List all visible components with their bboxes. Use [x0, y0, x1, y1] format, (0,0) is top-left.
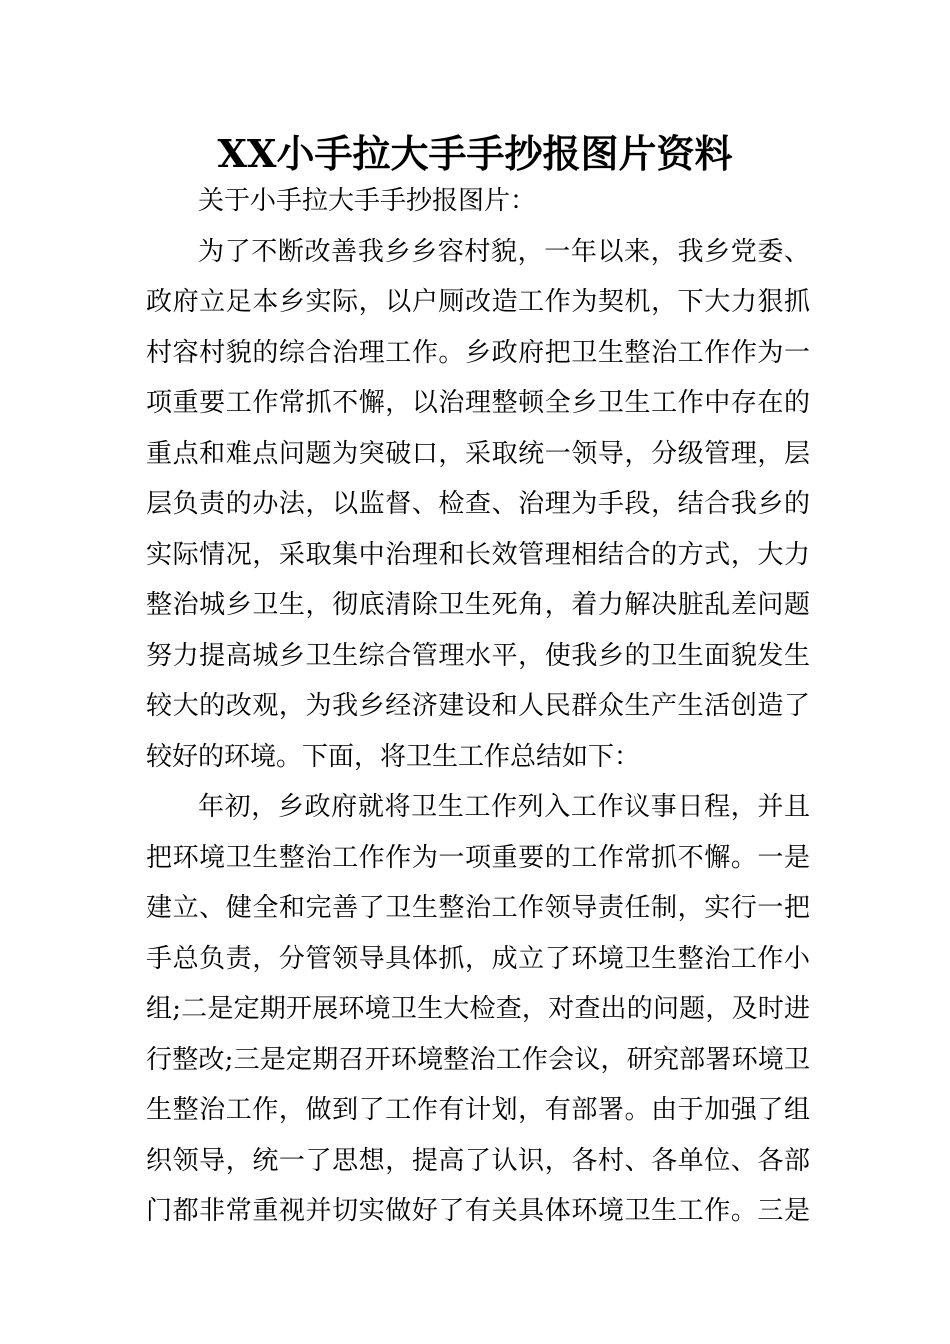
paragraph-line: 手总负责，分管领导具体抓，成立了环境卫生整治工作小: [146, 943, 810, 974]
paragraph-line: 组;二是定期开展环境卫生大检查，对查出的问题，及时进: [146, 994, 810, 1024]
paragraph-line: 村容村貌的综合治理工作。乡政府把卫生整治工作作为一: [146, 337, 810, 368]
paragraph-line: 年初，乡政府就将卫生工作列入工作议事日程，并且: [198, 792, 810, 822]
paragraph-line: 建立、健全和完善了卫生整治工作领导责任制，实行一把: [146, 893, 810, 923]
paragraph-line: 较大的改观，为我乡经济建设和人民群众生产生活创造了: [146, 691, 810, 721]
paragraph-line: 较好的环境。下面，将卫生工作总结如下：: [146, 741, 641, 772]
paragraph-line: 层负责的办法，以监督、检查、治理为手段，结合我乡的: [146, 489, 810, 519]
paragraph-line: 门都非常重视并切实做好了有关具体环境卫生工作。三是: [146, 1196, 810, 1226]
paragraph-line: 生整治工作，做到了工作有计划，有部署。由于加强了组: [146, 1095, 810, 1125]
paragraph-line: 行整改;三是定期召开环境整治工作会议，研究部署环境卫: [146, 1044, 810, 1075]
paragraph-line: 整治城乡卫生，彻底清除卫生死角，着力解决脏乱差问题: [146, 590, 810, 620]
intro-line: 关于小手拉大手手抄报图片：: [198, 186, 537, 216]
paragraph-line: 把环境卫生整治工作作为一项重要的工作常抓不懈。一是: [146, 842, 810, 873]
paragraph-line: 重点和难点问题为突破口，采取统一领导，分级管理，层: [146, 438, 810, 469]
document-body: [146, 176, 810, 1237]
paragraph-line: 为了不断改善我乡乡容村貌，一年以来，我乡党委、: [198, 236, 810, 267]
paragraph-line: 实际情况，采取集中治理和长效管理相结合的方式，大力: [146, 539, 810, 570]
paragraph-line: 织领导，统一了思想，提高了认识，各村、各单位、各部: [146, 1145, 810, 1176]
paragraph-line: 努力提高城乡卫生综合管理水平，使我乡的卫生面貌发生: [146, 640, 810, 671]
paragraph-line: 项重要工作常抓不懈，以治理整顿全乡卫生工作中存在的: [146, 388, 810, 418]
paragraph-line: 政府立足本乡实际，以户厕改造工作为契机，下大力狠抓: [146, 287, 810, 317]
document-title: XX小手拉大手手抄报图片资料: [217, 131, 733, 176]
